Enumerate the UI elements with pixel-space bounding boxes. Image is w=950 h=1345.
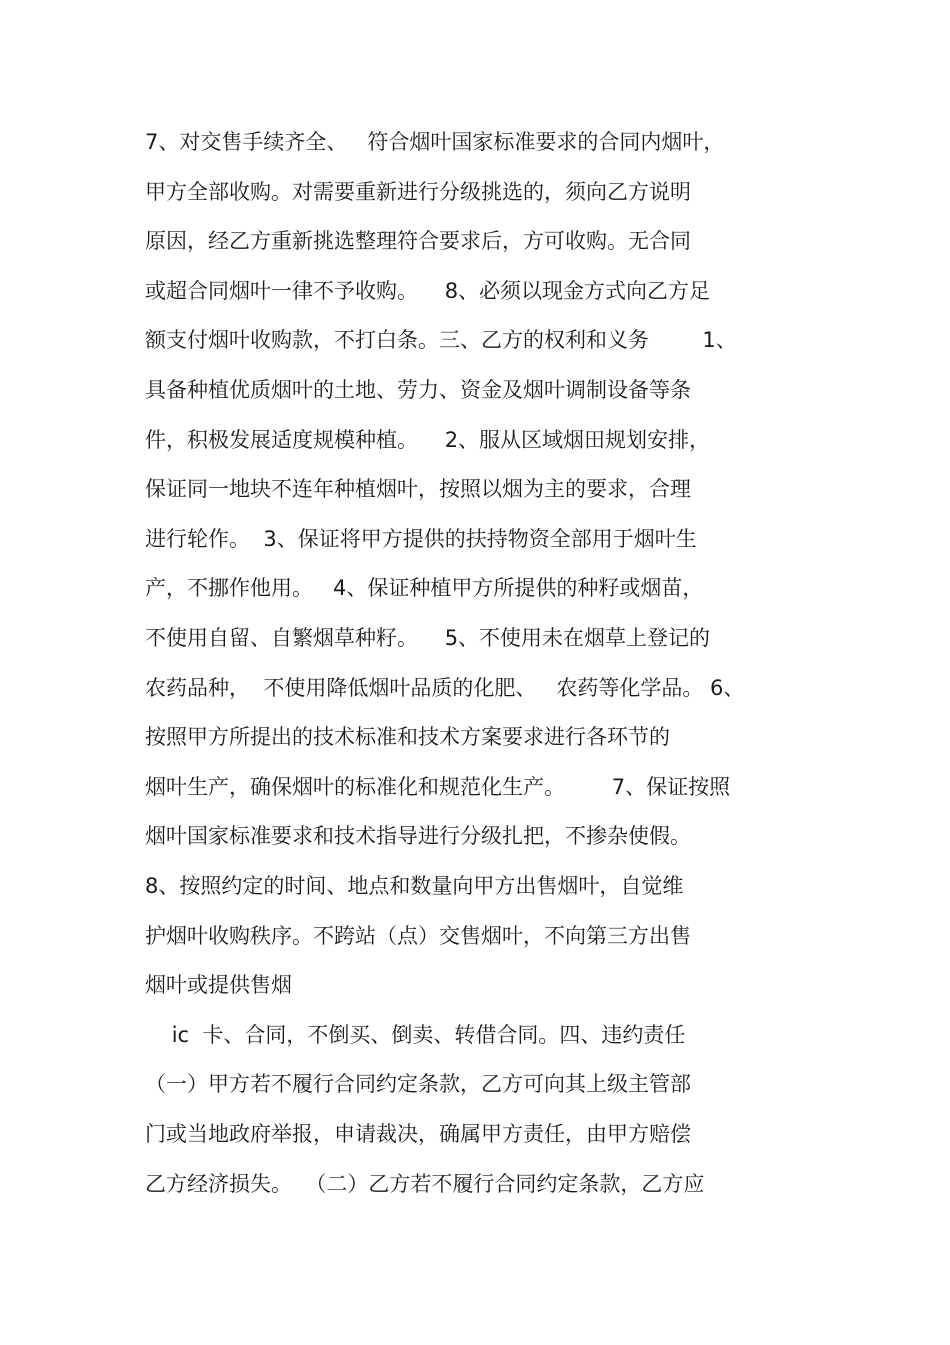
text-line: 乙方经济损失。 （二）乙方若不履行合同约定条款，乙方应	[145, 1172, 705, 1196]
text-line: 甲方全部收购。对需要重新进行分级挑选的，须向乙方说明	[145, 180, 691, 204]
text-line: 7、对交售手续齐全、 符合烟叶国家标准要求的合同内烟叶，	[145, 130, 725, 154]
text-line: 烟叶国家标准要求和技术指导进行分级扎把，不掺杂使假。	[145, 824, 691, 848]
text-line: 烟叶生产，确保烟叶的标准化和规范化生产。 7、保证按照	[145, 775, 731, 799]
text-line: 8、按照约定的时间、地点和数量向甲方出售烟叶，自觉维	[145, 874, 684, 898]
text-line: 或超合同烟叶一律不予收购。 8、必须以现金方式向乙方足	[145, 279, 711, 303]
text-line: 不使用自留、自繁烟草种籽。 5、不使用未在烟草上登记的	[145, 626, 711, 650]
text-line: （一）甲方若不履行合同约定条款，乙方可向其上级主管部	[145, 1072, 691, 1096]
text-line: 护烟叶收购秩序。不跨站（点）交售烟叶，不向第三方出售	[145, 924, 691, 948]
text-line: 按照甲方所提出的技术标准和技术方案要求进行各环节的	[145, 725, 670, 749]
text-line: 件，积极发展适度规模种植。 2、服从区域烟田规划安排，	[145, 428, 711, 452]
text-line: 进行轮作。 3、保证将甲方提供的扶持物资全部用于烟叶生	[145, 527, 697, 551]
text-line: 农药品种， 不使用降低烟叶品质的化肥、 农药等化学品。 6、	[145, 676, 745, 700]
text-line: 具备种植优质烟叶的土地、劳力、资金及烟叶调制设备等条	[145, 378, 691, 402]
text-line: 保证同一地块不连年种植烟叶，按照以烟为主的要求，合理	[145, 477, 691, 501]
text-line: ic 卡、合同，不倒买、倒卖、转借合同。四、违约责任	[145, 1023, 686, 1047]
text-line: 原因，经乙方重新挑选整理符合要求后，方可收购。无合同	[145, 229, 691, 253]
text-line: 门或当地政府举报，申请裁决，确属甲方责任，由甲方赔偿	[145, 1122, 691, 1146]
text-line: 额支付烟叶收购款，不打白条。三、乙方的权利和义务 1、	[145, 328, 737, 352]
text-line: 烟叶或提供售烟	[145, 973, 292, 997]
text-line: 产，不挪作他用。 4、保证种植甲方所提供的种籽或烟苗，	[145, 576, 704, 600]
